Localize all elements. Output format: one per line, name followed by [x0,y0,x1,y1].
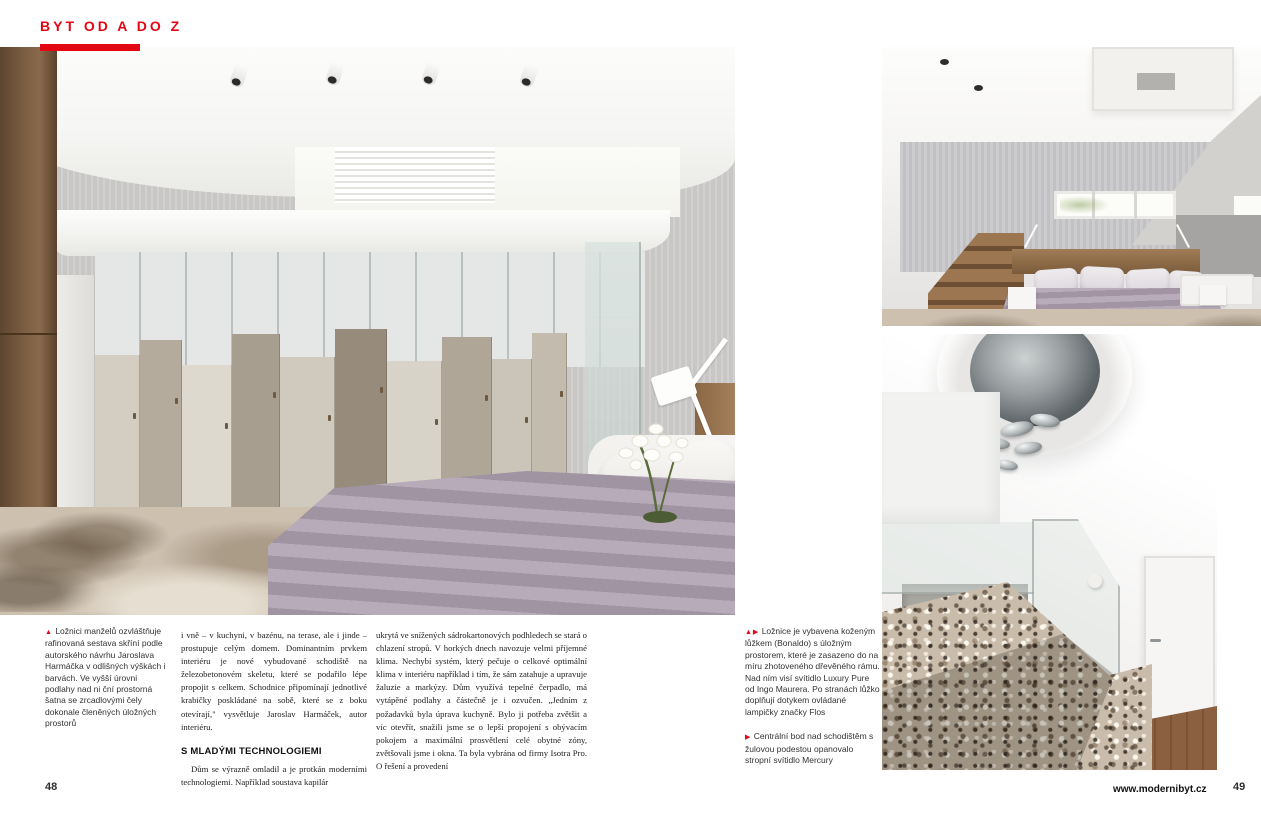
photo-staircase-landing [882,334,1217,770]
caption-right-bottom: ▶ Centrální bod nad schodištěm s žulovou podestou opanovalo stropní svítidlo Mercury [745,731,874,766]
section-label: BYT OD A DO Z [40,18,183,34]
wardrobe-door [95,355,140,512]
triangle-marker: ▶ [745,734,752,742]
article-paragraph: i vně – v kuchyni, v bazénu, na terase, ale i jinde – prostupuje celým domem. Dominantním prvkem interiéru je nové vybudované schodiště na železobetonovém skeletu, které se podařilo lépe propojit s celkem. Schodnice připomínají jednotlivé krabičky poskládané na sobě, které se z boku otevírají," vysvětluje Jaroslav Harmáček, autor interiéru. [181,630,367,732]
nightstand [1200,285,1226,305]
venetian-blinds [335,147,495,203]
photo-bedroom-attic [882,47,1261,326]
mottled-carpet [882,309,1261,326]
caption-left-text: Ložnici manželů ozvláštňuje rafinovaná sestava skříní podle autorského návrhu Jaroslava Harmáčka v odlišných výškách i barvách. Ve vyšší úrovni podlahy nad ni ční prostorná šatna se zrcadlovými čely dokonale členěných úložných prostorů [45,626,166,729]
wardrobe-door [232,334,280,512]
article-paragraph: Dům se výrazně omladil a je protkán moderními technologiemi. Například soustava kapilár [181,763,367,787]
ceiling-spotlight [974,85,983,91]
article-column-1 [181,629,367,789]
photo-bedroom-wardrobes [0,47,735,615]
magazine-website: www.modernibyt.cz [1113,784,1207,795]
article-column-2 [376,629,587,789]
mezzanine-parapet [882,392,1000,524]
triangle-marker: ▲▶ [745,629,760,636]
glass-parapet [882,522,1034,594]
side-wall [57,275,95,515]
light-switch [1088,574,1102,588]
ceiling-spotlight [940,59,949,65]
door-handle [1150,639,1161,642]
wardrobe-door [140,340,182,512]
nightstand [1008,287,1036,309]
orchid-plant [612,403,704,525]
ceiling-light-panel [1092,47,1234,111]
wood-panel-wall [0,47,57,544]
page-number-left: 48 [45,781,58,793]
section-rule [40,44,140,51]
caption-right [745,626,881,779]
page-number-right: 49 [1233,781,1246,793]
article-paragraph: ukrytá ve snížených sádrokartonových podhledech se stará o chlazení stropů. V horkých dnech navozuje velmi příjemné klima. Nechybí systém, který pečuje o celkové optimální klima v interiéru například i tím, že sám zatahuje a upravuje žaluzie a markýzy. Dům využívá tepelné čerpadlo, má vytápěné podlahy a částečně je i ozvučen. „Jedním z požadavků byla úprava kuchyně. Bylo ji potřeba zvětšit a víc otevřít, snažili jsme se o lepší propojení s obývacím pokojem a maximální prosvětlení celé obytné zóny, zvětšovali jsme i okna. Ta byla vybrána od firmy Isotra Pro. O řešení a provedení [376,630,587,771]
ribbon-window [1054,191,1176,219]
triangle-marker: ▲ [45,629,53,636]
caption-left [45,626,169,730]
article-subheading: S MLADÝMI TECHNOLOGIEMI [181,745,322,757]
white-fascia [55,210,670,256]
wardrobe-door [280,357,335,512]
caption-right-top: ▲▶ Ložnice je vybavena koženým lůžkem (Bonaldo) s úložným prostorem, které je zasazeno do na míru zhotoveného dřevěného rámu. Nad ním visí svítidlo Luxury Pure od Ingo Maurera. Po stranách lůžko doplňují dotykem ovládané lampičky značky Flos [745,626,880,717]
wardrobe-door [182,365,232,512]
